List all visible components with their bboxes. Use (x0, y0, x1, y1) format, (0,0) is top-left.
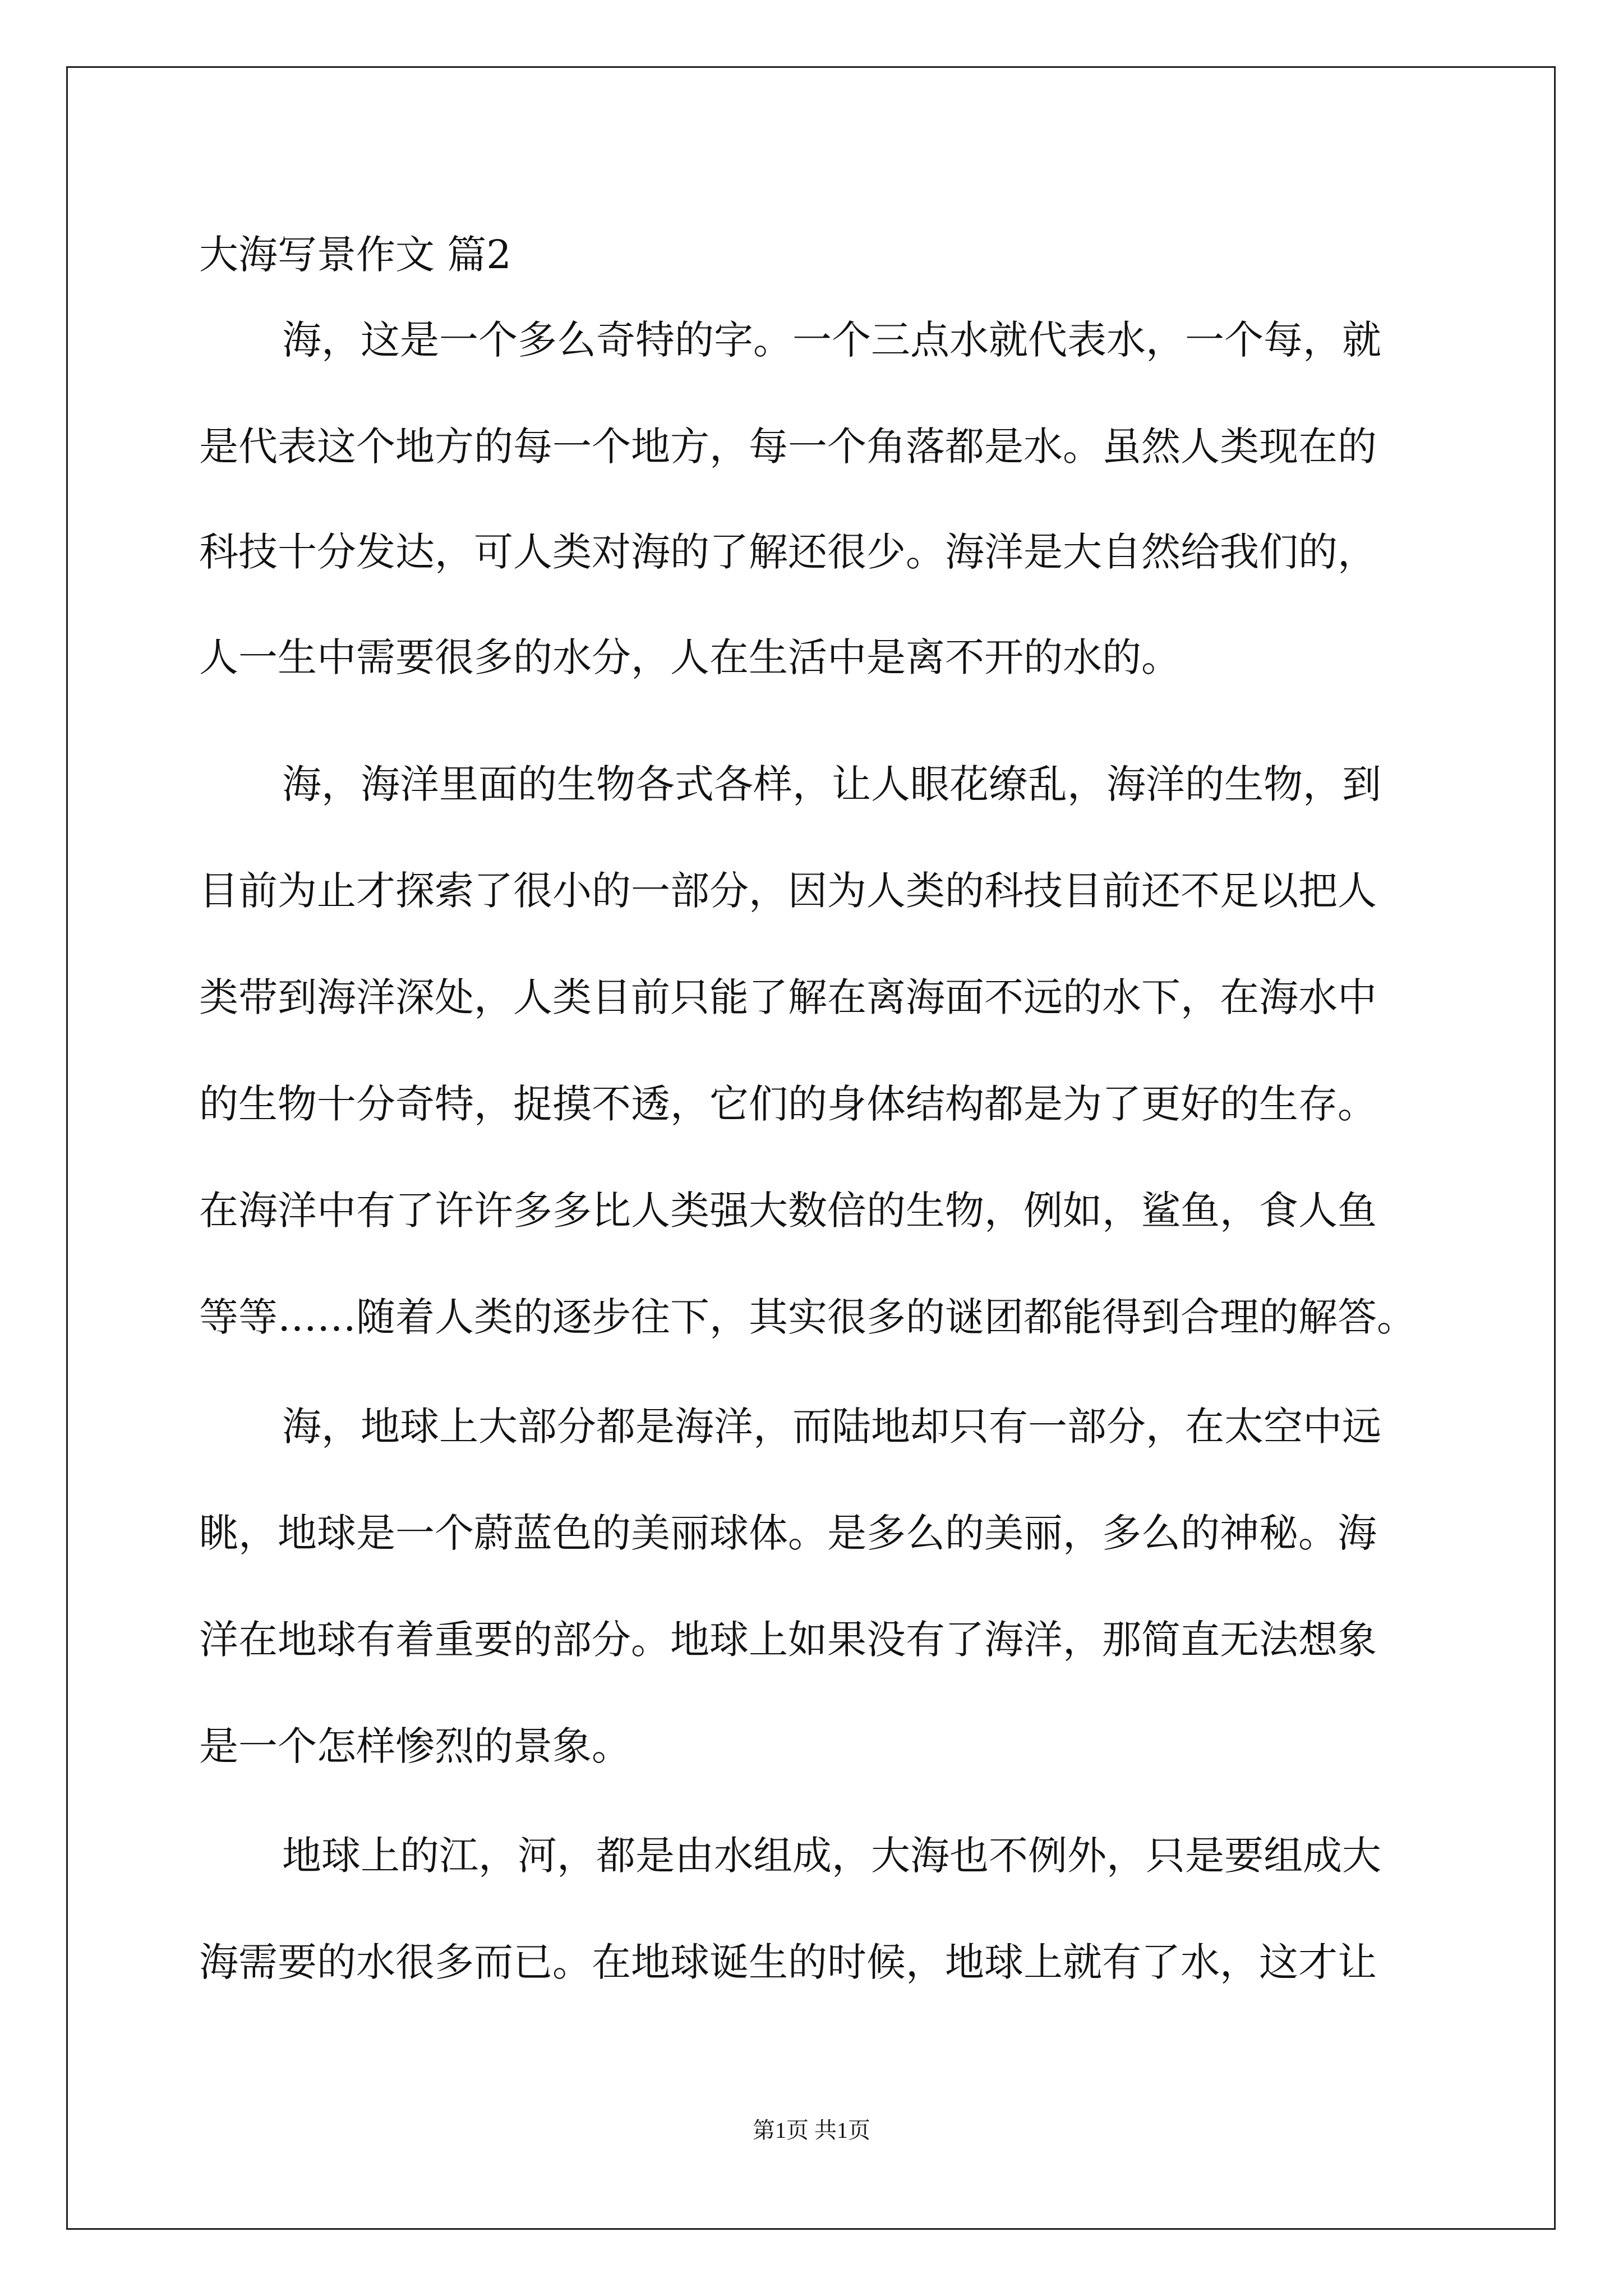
page-number-footer: 第1页 共1页 (753, 2118, 870, 2143)
paragraph-line: 眺，地球是一个蔚蓝色的美丽球体。是多么的美丽，多么的神秘。海 (199, 1510, 1377, 1556)
paragraph-line: 科技十分发达，可人类对海的了解还很少。海洋是大自然给我们的， (199, 529, 1377, 575)
paragraph-line: 海，地球上大部分都是海洋，而陆地却只有一部分，在太空中远 (282, 1404, 1381, 1450)
paragraph-line: 海，海洋里面的生物各式各样，让人眼花缭乱，海洋的生物，到 (282, 761, 1381, 807)
document-title: 大海写景作文 篇2 (199, 232, 511, 278)
paragraph-line: 海，这是一个多么奇特的字。一个三点水就代表水，一个每，就 (282, 317, 1381, 363)
paragraph-line: 目前为止才探索了很小的一部分，因为人类的科技目前还不足以把人 (199, 868, 1377, 914)
paragraph-line: 海需要的水很多而已。在地球诞生的时候，地球上就有了水，这才让 (199, 1939, 1377, 1985)
paragraph-line: 在海洋中有了许许多多比人类强大数倍的生物，例如，鲨鱼，食人鱼 (199, 1188, 1377, 1234)
paragraph-line: 的生物十分奇特，捉摸不透，它们的身体结构都是为了更好的生存。 (199, 1081, 1377, 1127)
page-border (66, 66, 1556, 2230)
paragraph-line: 是一个怎样惨烈的景象。 (199, 1723, 631, 1769)
paragraph-line: 人一生中需要很多的水分，人在生活中是离不开的水的。 (199, 634, 1181, 680)
paragraph-line: 类带到海洋深处，人类目前只能了解在离海面不远的水下，在海水中 (199, 974, 1377, 1020)
paragraph-line: 洋在地球有着重要的部分。地球上如果没有了海洋，那简直无法想象 (199, 1617, 1377, 1663)
paragraph-line: 地球上的江，河，都是由水组成，大海也不例外，只是要组成大 (282, 1833, 1381, 1879)
paragraph-line: 是代表这个地方的每一个地方，每一个角落都是水。虽然人类现在的 (199, 424, 1377, 470)
paragraph-line: 等等……随着人类的逐步往下，其实很多的谜团都能得到合理的解答。 (199, 1294, 1416, 1340)
